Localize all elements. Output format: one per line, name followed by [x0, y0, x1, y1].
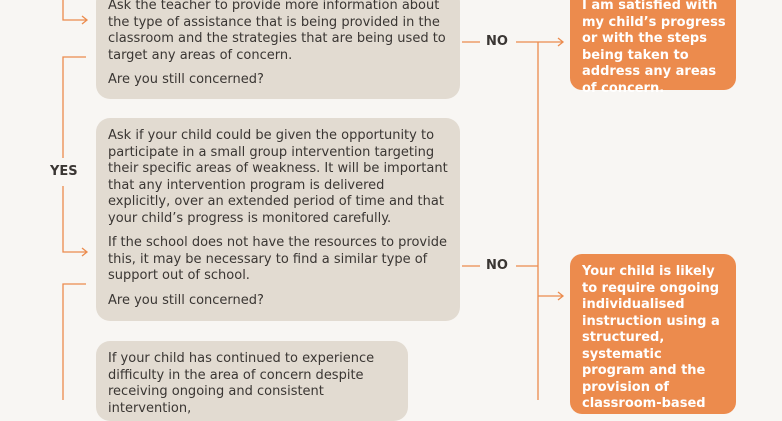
yes-label: YES	[46, 164, 82, 179]
box3-text: If your child has continued to experience difficulty in the area of concern despite receiving ongoing and consistent intervention,	[108, 351, 375, 416]
outcome-box-ongoing-instruction	[570, 254, 736, 414]
question-box-continued-difficulty	[96, 341, 408, 421]
box2-text: Ask if your child could be given the opportunity to participate in a small group intervention targeting their specific areas of weakness. It will be important that any intervention program is delivered explicitly, over an extended period of time and that your child’s progress is monitored carefully.	[108, 128, 448, 226]
no-label-1: NO	[482, 34, 512, 49]
outcome-satisfied-text: I am satisfied with my child’s progress or with the steps being taken to address any areas of concern.	[582, 0, 726, 96]
box1-question: Are you still concerned?	[108, 72, 264, 87]
box2-resources-text: If the school does not have the resources to provide this, it may be necessary to find a similar type of support out of school.	[108, 235, 447, 283]
outcome-ongoing-text: Your child is likely to require ongoing individualised instruction using a structured, systematic program and the provision of classroom-based	[582, 264, 720, 411]
box1-text: Ask the teacher to provide more information about the type of assistance that is being provided in the classroom and the strategies that are being used to target any areas of concern.	[108, 0, 446, 63]
question-box-classroom-assistance	[96, 0, 460, 99]
outcome-box-satisfied	[570, 0, 736, 96]
box2-question: Are you still concerned?	[108, 292, 264, 308]
question-box-small-group-intervention	[96, 118, 460, 321]
no-label-2: NO	[482, 258, 512, 273]
